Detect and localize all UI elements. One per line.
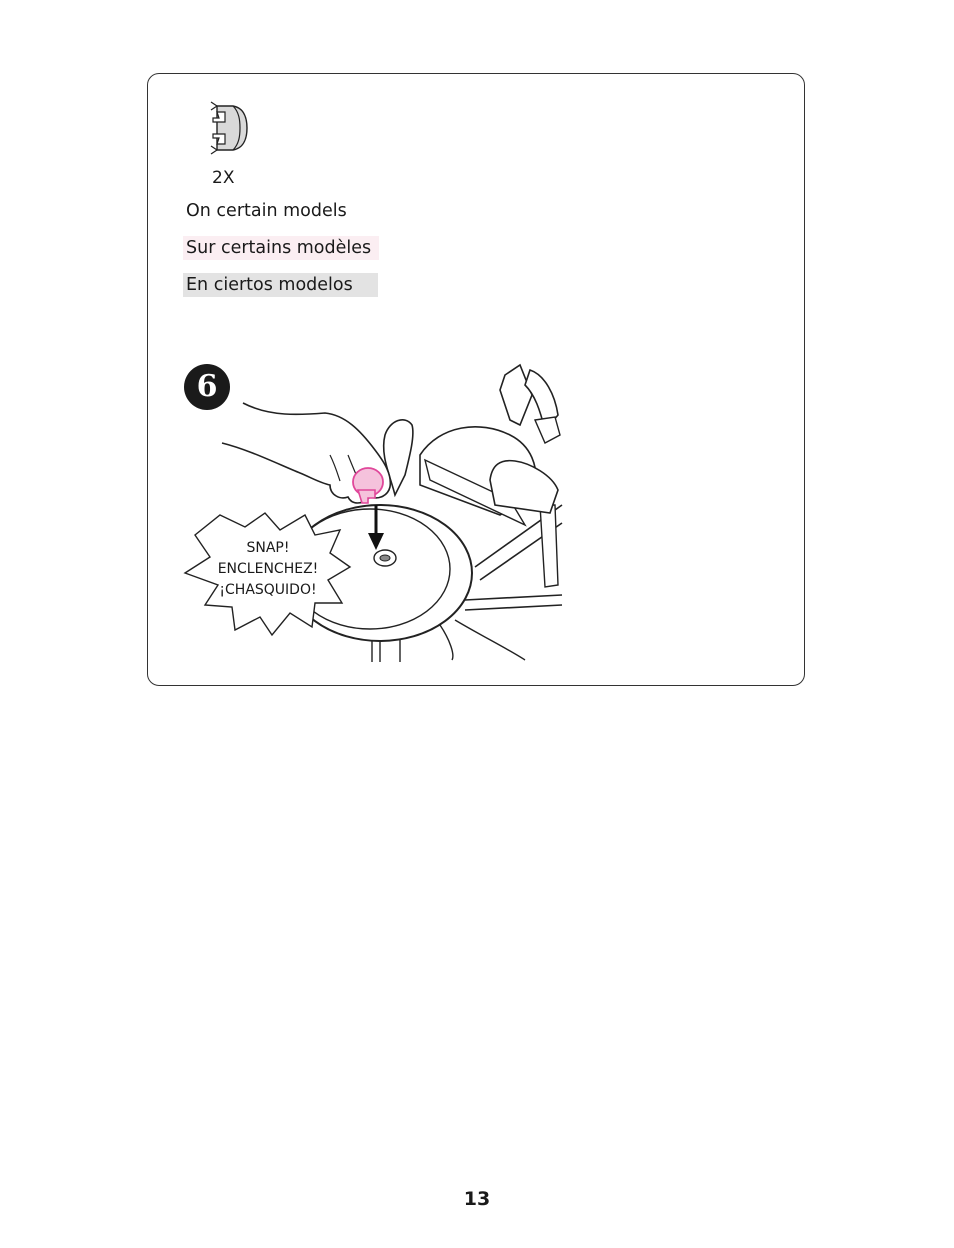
page-number: 13 [463,1188,491,1210]
step-number-badge: 6 [184,364,230,410]
note-french: Sur certains modèles [183,236,379,260]
note-spanish: En ciertos modelos [183,273,378,297]
hand-snapping-cap-onto-wheel-illustration [180,355,565,665]
snap-callout-en: SNAP! [246,540,290,556]
quantity-label: 2X [212,168,235,188]
snap-callout [202,538,334,601]
wheel-hub-cap-icon [203,98,249,158]
snap-callout-fr: ENCLENCHEZ! [217,561,319,577]
note-english: On certain models [186,201,347,221]
snap-callout-es: ¡CHASQUIDO! [219,582,317,598]
